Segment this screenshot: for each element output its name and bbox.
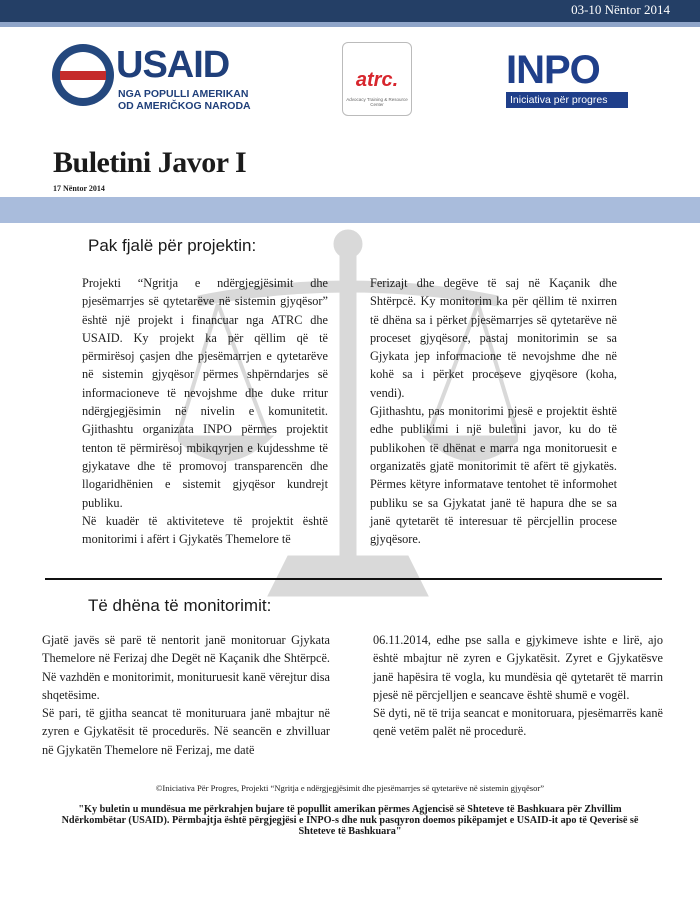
copyright-notice: ©Iniciativa Për Progres, Projekti “Ngritja e ndërgjegjësimit dhe pjesëmarrjes së qytetarëve në sistemin gjyqësor” xyxy=(155,783,545,793)
paragraph: Gjithashtu, pas monitorimi pjesë e projektit është edhe publikimi i një buletini javor, ku do të publikohen të dhënat e marra nga monitoruesit e organizatës gjatë monitorimit të afërt të gjykatës. Përmes këtyre informatave tentohet të informohet publiku se sa Gjykatat janë të hapura dhe se sa janë qytetarët të interesuar të përcjellin procese gjyqësore. xyxy=(370,404,617,547)
usaid-subtitle: NGA POPULLI AMERIKAN OD AMERIČKOG NARODA xyxy=(118,88,251,112)
usaid-seal-icon xyxy=(52,44,114,106)
header-bar xyxy=(0,0,700,22)
paragraph: Projekti “Ngritja e ndërgjegjësimit dhe pjesëmarrjes së qytetarëve në sistemin gjyqësor” është një projekt i financuar nga ATRC dhe USAID. Ky projekt ka për qëllim që të përmirësoj çasjen dhe pjesëmarrjen e qytetarëve në sistemin gjyqësor përmes shpërndarjes së informacioneve të nevojshme dhe duke rritur ndërgjegjësimin në nivelin e komunitetit. Gjithashtu organizata INPO përmes projektit tenton të përmirësoj mbikqyrjen e kujdesshme të gjykatave dhe të promovoj transparencën dhe llogaridhënien e sistemit gjyqësor kundrejt publiku. xyxy=(82,276,328,510)
project-right-column xyxy=(370,274,617,548)
monitoring-heading: Të dhëna të monitorimit: xyxy=(88,596,272,615)
paragraph: 06.11.2014, edhe pse salla e gjykimeve ishte e lirë, ajo është mbajtur në zyren e Gjykatësit. Zyret e Gjykatësve janë hapësira të vogla, ku mundësia që qytetarët të marrin pjesë në përcjelljen e seancave është shumë e vogël. xyxy=(373,633,663,702)
inpo-logo xyxy=(506,48,630,110)
usaid-wordmark: USAID xyxy=(116,44,230,86)
title-band xyxy=(0,197,700,223)
paragraph: Së pari, të gjitha seancat të monituruara janë mbajtur në zyren e Gjykatësit të procedurës. Në seancën e zhvilluar në Gjykatën Themelore në Ferizaj, me datë xyxy=(42,706,330,757)
monitoring-left-column xyxy=(42,631,330,759)
paragraph: Ferizajt dhe degëve të saj në Kaçanik dhe Shtërpcë. Ky monitorim ka për qëllim të nxirren të dhëna sa i përket pjesëmarrjes së qytetarëve në proceset gjyqësore, pastaj monitorimin se sa Gjykata jep informacione të nevojshme dhe në kohë sa i përket proceseve gjyqësore (koha, vendi). xyxy=(370,276,617,400)
inpo-subtitle: Iniciativa për progres xyxy=(506,92,628,108)
atrc-logo xyxy=(342,42,412,116)
project-heading: Pak fjalë për projektin: xyxy=(88,236,257,255)
header-stripe xyxy=(0,22,700,27)
atrc-tagline: Advocacy Training & Resource Center xyxy=(346,97,408,107)
usaid-logo xyxy=(52,42,252,114)
usaid-disclaimer: "Ky buletin u mundësua me përkrahjen bujare të popullit amerikan përmes Agjencisë së Shteteve të Bashkuara për Zhvillim Ndërkombëtar (USAID). Përmbajtja është përgjegjësi e INPO-s dhe nuk pasqyron doemos pikëpamjet e USAID-it apo të Qeverisë së Shteteve të Bashkuara" xyxy=(61,804,639,837)
monitoring-right-column xyxy=(373,631,663,741)
bulletin-title: Buletini Javor I xyxy=(53,146,247,179)
date-range: 03-10 Nëntor 2014 xyxy=(571,2,670,17)
project-left-column xyxy=(82,274,328,548)
atrc-wordmark: atrc. xyxy=(355,69,399,91)
inpo-wordmark: INPO xyxy=(506,48,600,92)
bulletin-date: 17 Nëntor 2014 xyxy=(53,184,105,193)
section-divider xyxy=(45,578,662,580)
paragraph: Gjatë javës së parë të nentorit janë monitoruar Gjykata Themelore në Ferizaj dhe Degët në Kaçanik dhe Shtërpcë. Në vazhdën e monitorimit, monituruesit kanë vërejtur disa shqetësime. xyxy=(42,633,330,702)
paragraph: Së dyti, në të trija seancat e monitoruara, pjesëmarrës kanë qenë vetëm palët në procedurë. xyxy=(373,706,663,739)
paragraph: Në kuadër të aktiviteteve të projektit është monitorimi i afërt i Gjykatës Themelore të xyxy=(82,513,328,547)
